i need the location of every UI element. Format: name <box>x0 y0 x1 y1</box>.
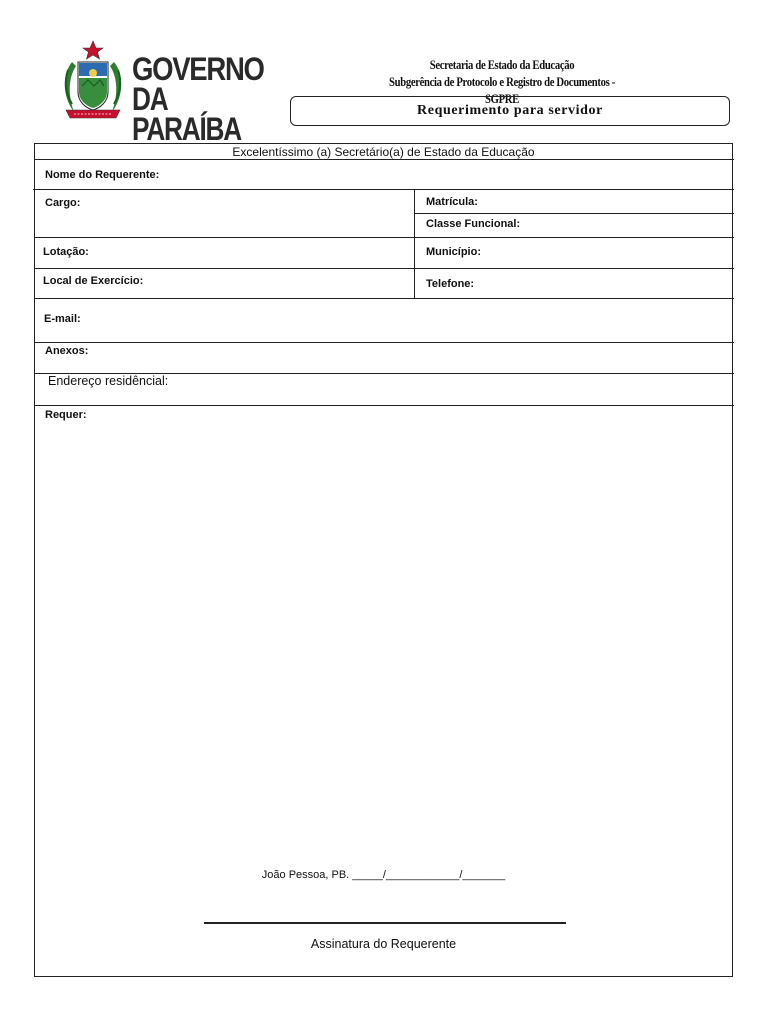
divider <box>33 189 734 190</box>
divider <box>415 213 734 214</box>
state-coat-of-arms-icon <box>58 40 128 124</box>
telefone-field[interactable]: Telefone: <box>426 278 475 290</box>
classe-funcional-field[interactable]: Classe Funcional: <box>426 218 521 230</box>
matricula-field[interactable]: Matrícula: <box>426 196 478 208</box>
divider <box>35 159 734 160</box>
divider <box>35 405 734 406</box>
endereco-residencial-field[interactable]: Endereço residêncial: <box>48 374 169 388</box>
logo-line-1: GOVERNO <box>132 51 264 87</box>
column-divider <box>414 189 415 298</box>
divider <box>35 342 734 343</box>
lotacao-field[interactable]: Lotação: <box>43 246 89 258</box>
divider <box>35 298 734 299</box>
nome-requerente-field[interactable]: Nome do Requerente: <box>45 169 160 181</box>
email-field[interactable]: E-mail: <box>44 313 81 325</box>
cargo-field[interactable]: Cargo: <box>45 197 81 209</box>
logo-line-2: DA PARAÍBA <box>132 81 241 147</box>
divider <box>35 237 734 238</box>
date-line: João Pessoa, PB. _____/____________/_______ <box>261 869 506 881</box>
secretaria-name: Secretaria de Estado da Educação <box>429 57 575 72</box>
municipio-field[interactable]: Município: <box>426 246 481 258</box>
subgerencia-name: Subgerência de Protocolo e Registro de Documentos - SGPRE <box>389 74 615 106</box>
request-form <box>34 143 733 977</box>
signature-line <box>204 922 566 924</box>
logo-wordmark <box>132 51 285 147</box>
local-exercicio-field[interactable]: Local de Exercício: <box>43 275 144 287</box>
divider <box>35 268 734 269</box>
document-title: Requerimento para servidor <box>290 96 730 126</box>
signature-label: Assinatura do Requerente <box>310 937 457 951</box>
requer-textarea[interactable]: Requer: <box>45 409 87 421</box>
governo-paraiba-logo <box>58 40 278 147</box>
salutation: Excelentíssimo (a) Secretário(a) de Estado da Educação <box>232 145 535 159</box>
anexos-field[interactable]: Anexos: <box>45 345 89 357</box>
